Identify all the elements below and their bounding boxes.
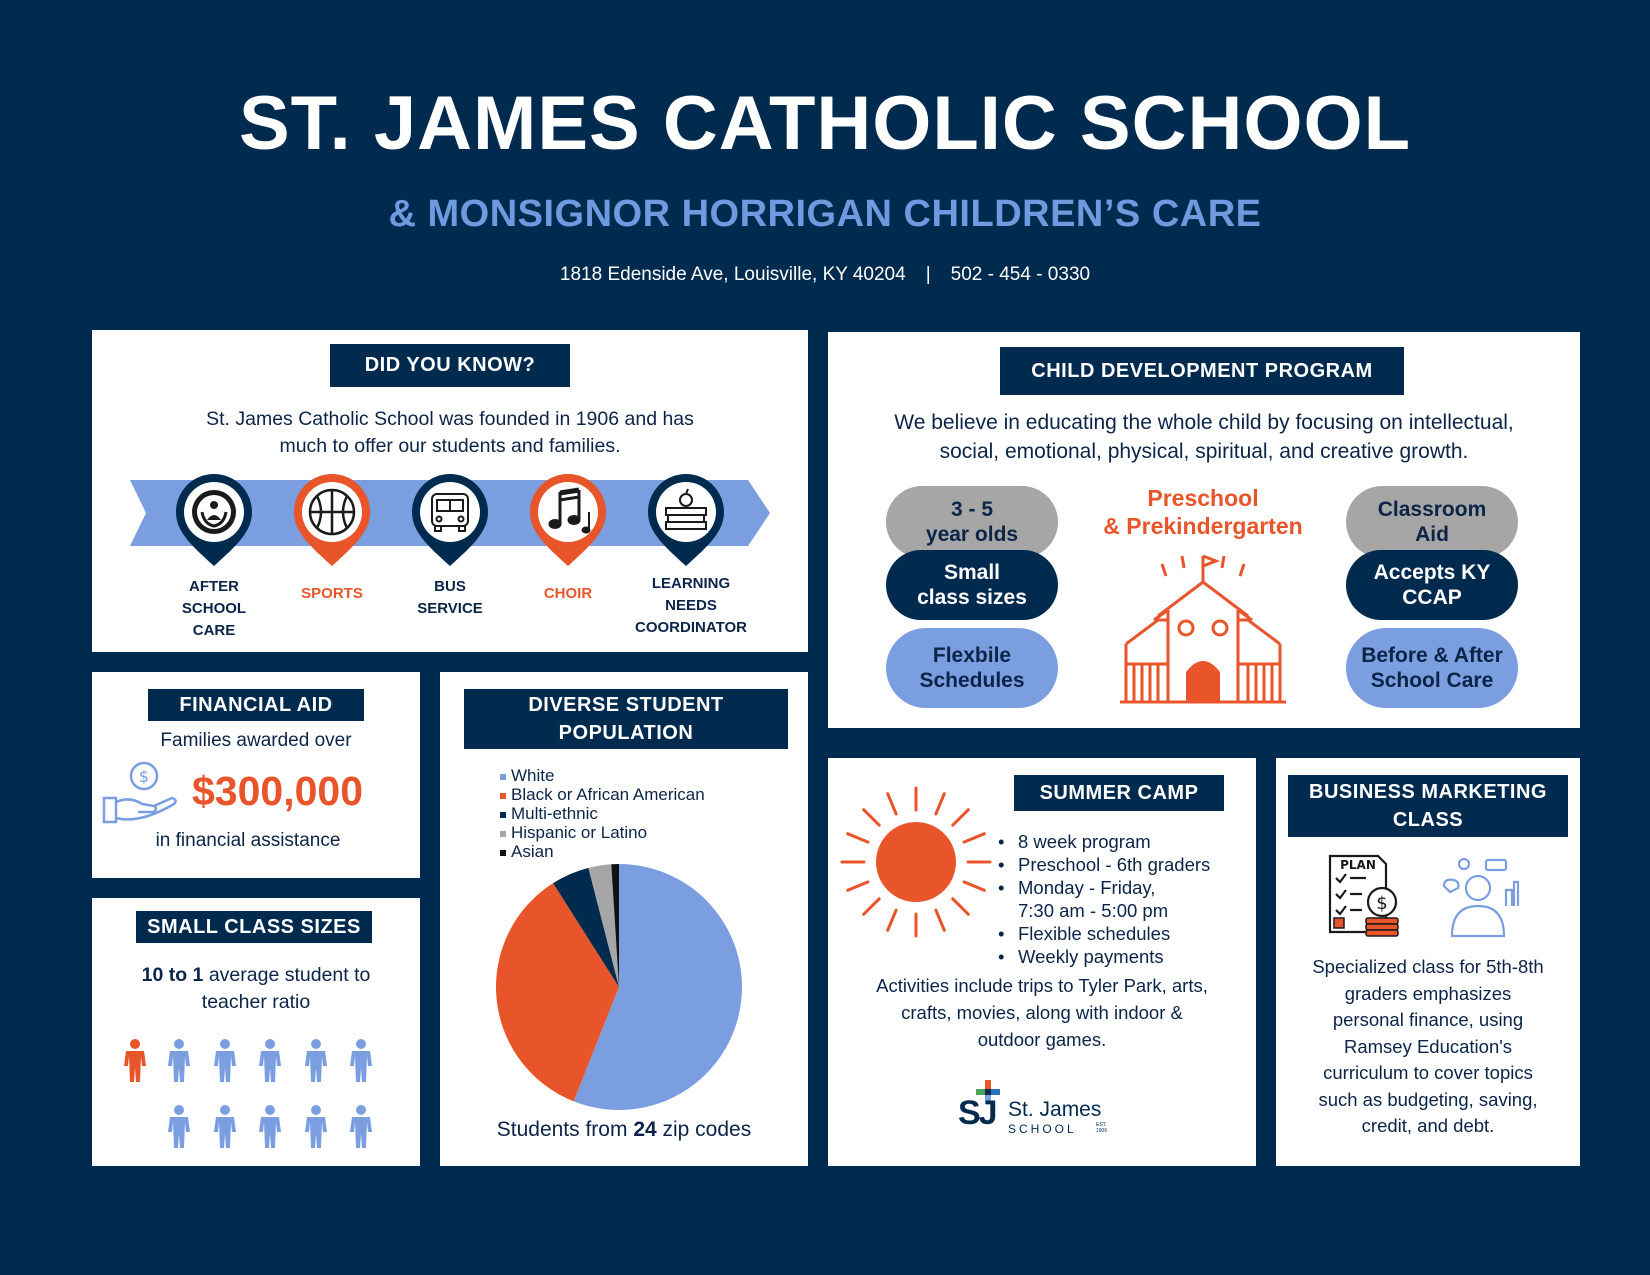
business-desc-line: curriculum to cover topics	[1323, 1062, 1533, 1083]
pill-before-after: Before & After School Care	[1346, 628, 1518, 708]
business-desc-line: Specialized class for 5th-8th	[1312, 956, 1544, 977]
sun-ray	[964, 834, 984, 842]
legend-swatch	[500, 850, 506, 856]
item-label-choir: CHOIR	[543, 585, 593, 602]
pill-flexible: Flexbile Schedules	[886, 628, 1058, 708]
sun-ray	[964, 882, 984, 890]
student-icon	[212, 1104, 238, 1155]
did-you-know-heading: DID YOU KNOW?	[330, 344, 570, 387]
hand-coin-icon	[100, 760, 180, 826]
teacher-icon	[122, 1038, 148, 1089]
pill-ky-ccap: Accepts KY CCAP	[1346, 550, 1518, 620]
legend-label: Asian	[511, 842, 554, 861]
student-icon	[212, 1038, 238, 1089]
plan-checklist-icon	[1326, 854, 1402, 938]
legend-swatch	[500, 831, 506, 837]
logo-est: EST. 1906	[1096, 1122, 1108, 1134]
business-card	[1276, 758, 1580, 1166]
diverse-heading: DIVERSE STUDENT POPULATION	[464, 689, 788, 749]
sun-ray	[888, 794, 896, 814]
page-subtitle: & MONSIGNOR HORRIGAN CHILDREN’S CARE	[388, 193, 1262, 235]
basketball-icon	[310, 490, 354, 534]
camp-activities: Activities include trips to Tyler Park, arts, crafts, movies, along with indoor & outdoor games.	[876, 975, 1208, 1050]
legend-label: Hispanic or Latino	[511, 823, 648, 842]
item-label-sports: SPORTS	[301, 585, 363, 602]
legend-label: Black or African American	[511, 785, 705, 804]
page-title: ST. JAMES CATHOLIC SCHOOL	[238, 81, 1412, 166]
after-school-care-pin	[174, 472, 254, 568]
logo-sub: SCHOOL	[1008, 1122, 1077, 1136]
sun-ray	[888, 910, 896, 930]
learning-needs-pin	[646, 472, 726, 568]
child-development-heading: CHILD DEVELOPMENT PROGRAM	[1000, 347, 1404, 395]
student-icon	[348, 1104, 374, 1155]
business-desc-line: such as budgeting, saving,	[1318, 1088, 1538, 1110]
contact-line	[0, 264, 1650, 286]
bus-service-pin	[410, 472, 490, 568]
child-development-text: We believe in educating the whole child by focusing on intellectual, social, emotional, physical, spiritual, and creative growth.	[894, 411, 1514, 463]
legend-label: Multi-ethnic	[511, 804, 598, 823]
diverse-card	[440, 672, 808, 1166]
zip-codes-text: Students from 24 zip codes	[496, 1118, 752, 1141]
small-class-card	[92, 898, 420, 1166]
sun-ray	[864, 899, 880, 915]
legend-swatch	[500, 793, 506, 799]
summer-camp-card	[828, 758, 1256, 1166]
sun-ray	[936, 910, 944, 930]
financial-aid-amount: $300,000	[192, 768, 364, 814]
pill-classroom-aid: Classroom Aid	[1346, 486, 1518, 558]
legend-swatch	[500, 812, 506, 818]
person-finance-icon	[1440, 858, 1520, 938]
legend-item	[500, 785, 705, 804]
did-you-know-text: St. James Catholic School was founded in 1906 and has much to offer our students and families.	[206, 408, 694, 457]
sun-ray	[953, 899, 969, 915]
financial-aid-line2: in financial assistance	[155, 830, 341, 851]
sports-pin	[292, 472, 372, 568]
summer-camp-heading: SUMMER CAMP	[1014, 775, 1224, 811]
camp-bullets: • 8 week program • Preschool - 6th graders • Monday - Friday, 7:30 am - 5:00 pm • Flexible schedules • Weekly payments	[996, 830, 1246, 968]
address: 1818 Edenside Ave, Louisville, KY 40204	[559, 264, 906, 285]
item-label-bus-service: BUS SERVICE	[417, 578, 483, 617]
family-hands-icon	[192, 490, 236, 534]
choir-pin	[528, 472, 608, 568]
business-desc-line: graders emphasizes	[1344, 982, 1512, 1004]
svg-text:$: $	[1376, 893, 1388, 914]
student-icon	[348, 1038, 374, 1089]
separator: |	[925, 264, 931, 285]
item-label-learning-needs: LEARNING NEEDS COORDINATOR	[635, 575, 747, 636]
pill-age-range: 3 - 5 year olds	[886, 486, 1058, 558]
svg-text:PLAN: PLAN	[1340, 858, 1376, 872]
logo-mark: SJ	[958, 1094, 996, 1132]
sun-ray	[936, 794, 944, 814]
item-label-after-school-care: AFTER SCHOOL CARE	[181, 578, 247, 639]
sun-ray	[864, 810, 880, 826]
sun-icon	[836, 782, 996, 942]
did-you-know-card	[92, 330, 808, 652]
logo-name: St. James	[1008, 1098, 1102, 1121]
svg-text:$: $	[138, 767, 150, 786]
preschool-title: Preschool & Prekindergarten	[1103, 485, 1303, 539]
sun-ray	[848, 882, 868, 890]
legend-swatch	[500, 774, 506, 780]
student-icon	[257, 1104, 283, 1155]
financial-aid-heading: FINANCIAL AID	[148, 689, 364, 721]
student-icon	[303, 1038, 329, 1089]
school-house-icon	[1118, 554, 1288, 704]
business-desc-line: Ramsey Education's	[1343, 1035, 1513, 1057]
ratio-text: 10 to 1 average student to teacher ratio	[141, 964, 371, 1013]
pill-small-class: Small class sizes	[886, 550, 1058, 620]
small-class-heading: SMALL CLASS SIZES	[136, 911, 372, 943]
business-description	[1282, 954, 1574, 1140]
business-desc-line: personal finance, using	[1332, 1009, 1524, 1030]
student-icon	[166, 1104, 192, 1155]
business-desc-line: credit, and debt.	[1361, 1115, 1495, 1136]
financial-aid-card	[92, 672, 420, 878]
legend-item	[500, 823, 647, 842]
student-icon	[257, 1038, 283, 1089]
student-icon	[166, 1038, 192, 1089]
child-development-card	[828, 332, 1580, 728]
sun-ray	[848, 834, 868, 842]
legend-item	[500, 842, 554, 861]
business-heading: BUSINESS MARKETING CLASS	[1288, 775, 1568, 837]
legend-item	[500, 766, 554, 785]
phone: 502 - 454 - 0330	[950, 264, 1091, 285]
diversity-pie-chart	[494, 862, 744, 1112]
sun-ray	[953, 810, 969, 826]
school-logo	[958, 1080, 1128, 1140]
legend-item	[500, 804, 598, 823]
financial-aid-line1: Families awarded over	[160, 730, 352, 751]
student-icon	[303, 1104, 329, 1155]
legend-label: White	[511, 766, 555, 785]
